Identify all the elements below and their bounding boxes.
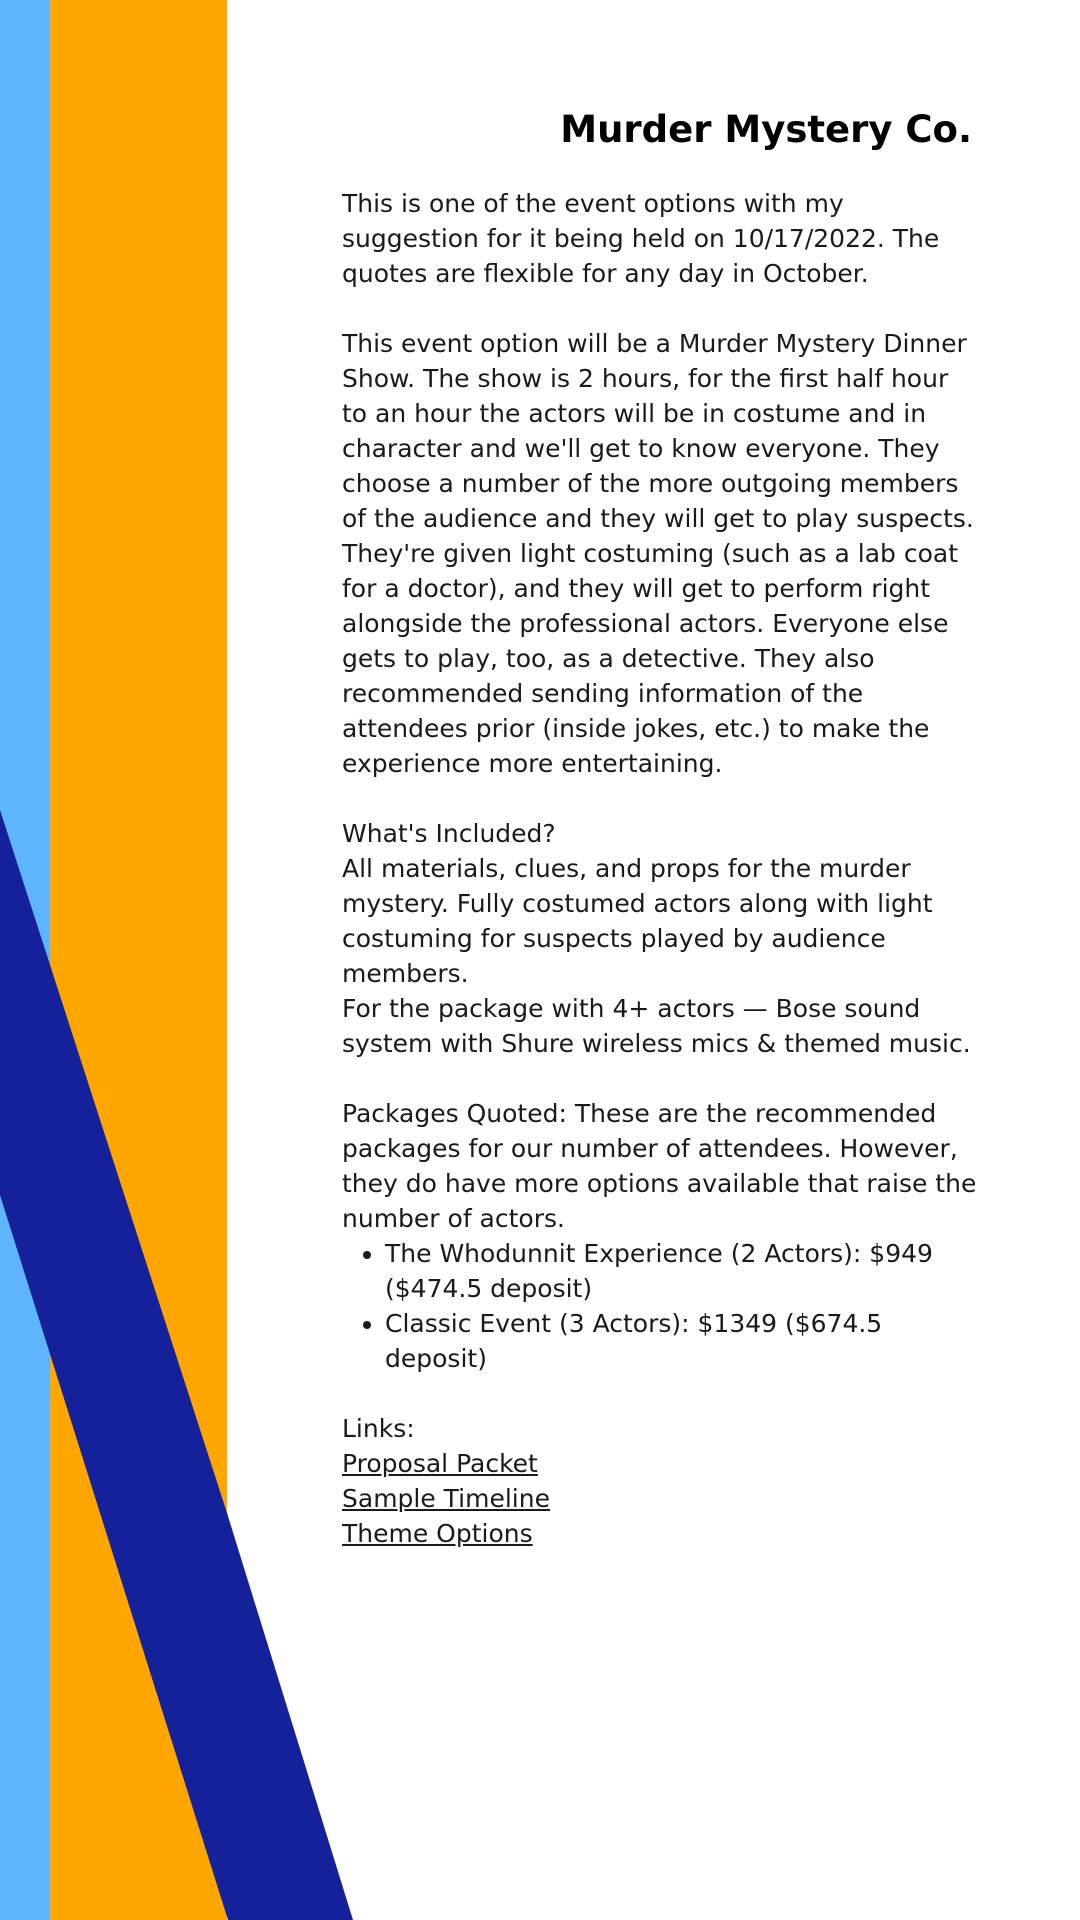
links-heading: Links:: [342, 1414, 415, 1443]
description-paragraph: This event option will be a Murder Mystery Dinner Show. The show is 2 hours, for the first half hour to an hour the actors will be in costume and in character and we'll get to know everyone. They choose a number of the more outgoing members of the audience and they will get to play suspects. They're given light costuming (such as a lab coat for a doctor), and they will get to perform right alongside the professional actors. Everyone else gets to play, too, as a detective. They also recommended sending information of the attendees prior (inside jokes, etc.) to make the experience more entertaining.: [342, 329, 974, 778]
included-sound-system: For the package with 4+ actors — Bose sound system with Shure wireless mics & themed music.: [342, 994, 971, 1058]
proposal-packet-link[interactable]: Proposal Packet: [342, 1449, 538, 1478]
intro-paragraph: This is one of the event options with my suggestion for it being held on 10/17/2022. The quotes are flexible for any day in October.: [342, 189, 940, 288]
page-title: Murder Mystery Co.: [560, 108, 972, 151]
included-materials: All materials, clues, and props for the murder mystery. Fully costumed actors along with light costuming for suspects played by audience members.: [342, 854, 933, 988]
package-item: • Classic Event (3 Actors): $1349 ($674.5 deposit): [385, 1306, 978, 1376]
package-item: • The Whodunnit Experience (2 Actors): $949 ($474.5 deposit): [385, 1236, 978, 1306]
sample-timeline-link[interactable]: Sample Timeline: [342, 1484, 550, 1513]
included-heading: What's Included?: [342, 819, 556, 848]
document-body: [342, 186, 978, 1551]
packages-intro: Packages Quoted: These are the recommended packages for our number of attendees. However, they do have more options available that raise the number of actors.: [342, 1099, 977, 1233]
packages-list: [342, 1236, 978, 1376]
theme-options-link[interactable]: Theme Options: [342, 1519, 533, 1548]
